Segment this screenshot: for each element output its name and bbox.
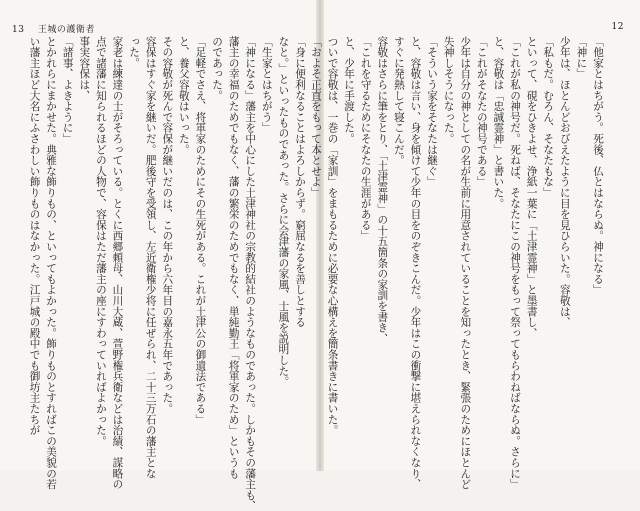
right-page-number: 12 <box>611 22 624 32</box>
text-line: 「これが私の神号だ。死ねば、そなたにこの神号をもって祭ってもらわねばならぬ。さらに」 <box>509 36 522 490</box>
text-line: と、少年に手渡した。 <box>343 36 356 144</box>
left-page-number: 13 <box>12 25 25 35</box>
text-line: 「これを守るためにそなたの生涯がある」 <box>359 36 372 242</box>
text-line: 「身に便利なることはよろしからず。窮屈なるを善しとする <box>294 36 306 328</box>
running-title: 王城の護衛者 <box>37 25 95 35</box>
text-line: 少年は自分の神としての名が生前に用意されていることを知ったとき、緊張のためにほとんど <box>459 36 472 490</box>
left-page-body <box>28 36 308 511</box>
text-line: 事実容保は、 <box>78 36 91 101</box>
text-line: 「生家とはちがう」 <box>260 36 273 134</box>
text-line: 失神しそうになった。 <box>442 36 455 144</box>
text-line: と、容敬は「忠誠霊神」と書いた。 <box>492 36 505 209</box>
text-line: 家老は練達の士がそろっている。とくに西郷頼母、山川大蔵、萱野権兵衛などは治績、謀略の <box>111 36 124 490</box>
text-line: 「神になる」藩主を中心にした土津神社の宗教的結社のようなものであった。しかもその藩主も、 <box>244 36 257 511</box>
left-page-header <box>12 22 95 35</box>
text-line: 容保はすぐ家を継いだ。肥後守を受領し、左近衛権少将に任ぜられ、二十三万石の藩主とな <box>144 36 157 479</box>
text-line: のであった。 <box>211 36 224 101</box>
text-line: すぐに発熱して寝こんだ。 <box>392 36 405 166</box>
text-line: と、養父容敬はいった。 <box>177 36 190 155</box>
text-line: その容敬が死んで容保が継いだのは、この年から六年目の嘉永五年であった。 <box>161 36 174 414</box>
text-line: 点で諸藩に知られるほどの人物で、容保はただ藩主の座にすわっていればよかった。 <box>94 36 107 447</box>
text-line: 「そういう家をそなたは継ぐ」 <box>426 36 439 188</box>
text-line: 「これがそなたの神号である」 <box>475 36 488 188</box>
text-line: とかれらにまかせた。典雅な飾りもの、といってもよかった。飾りものとすればこの美貌の若 <box>45 36 58 490</box>
text-line: 少年は、ほとんどおびえたように目を見ひらいた。容敬は、 <box>558 36 571 328</box>
text-line: い藩主ほど大名にふさわしい飾りものはなかった。江戸城の殿中でも御坊主たちが <box>28 36 41 436</box>
right-page-body <box>309 36 606 490</box>
text-line: 「およそ正直をもって本とせよ」 <box>309 36 322 198</box>
text-line: 「神に」 <box>575 36 588 80</box>
text-line: 容敬はさらに筆をとり、「土津霊神」の十五箇条の家訓を書き、 <box>376 36 389 344</box>
text-line: った。 <box>128 36 141 69</box>
text-line: ついで容敬は、一巻の「家訓」をまもるために必要な心構えを簡条書きに書いた。 <box>326 36 339 436</box>
text-line: 「他家とはちがう。死後、仏とはならぬ。神になる」 <box>592 36 604 296</box>
right-page-header <box>612 22 624 32</box>
text-line: 「私もだ。むろん、そなたもな」 <box>542 36 555 198</box>
text-line: といって、硯をひきよせ、浄紙一葉に「土津霊神」と墨書し、 <box>525 36 538 339</box>
text-line: と、容敬は言い、身を傾けて少年の目をのぞきこんだ。少年はこの衝撃に堪えられなくなり、 <box>409 36 422 490</box>
text-line: 「足軽でさえ、将軍家のためにその生死がある。これが土津公の御遺法である」 <box>194 36 207 425</box>
text-line: 藩主の幸福のためでもなく、藩の繁栄のためでもなく、単純勤王「将軍家のため」というも <box>227 36 240 479</box>
text-line: なと。」といったものであった。さらに会津藩の家風、士風を説明した。 <box>277 36 290 388</box>
text-line: 「諸事、よきように」 <box>61 36 74 144</box>
